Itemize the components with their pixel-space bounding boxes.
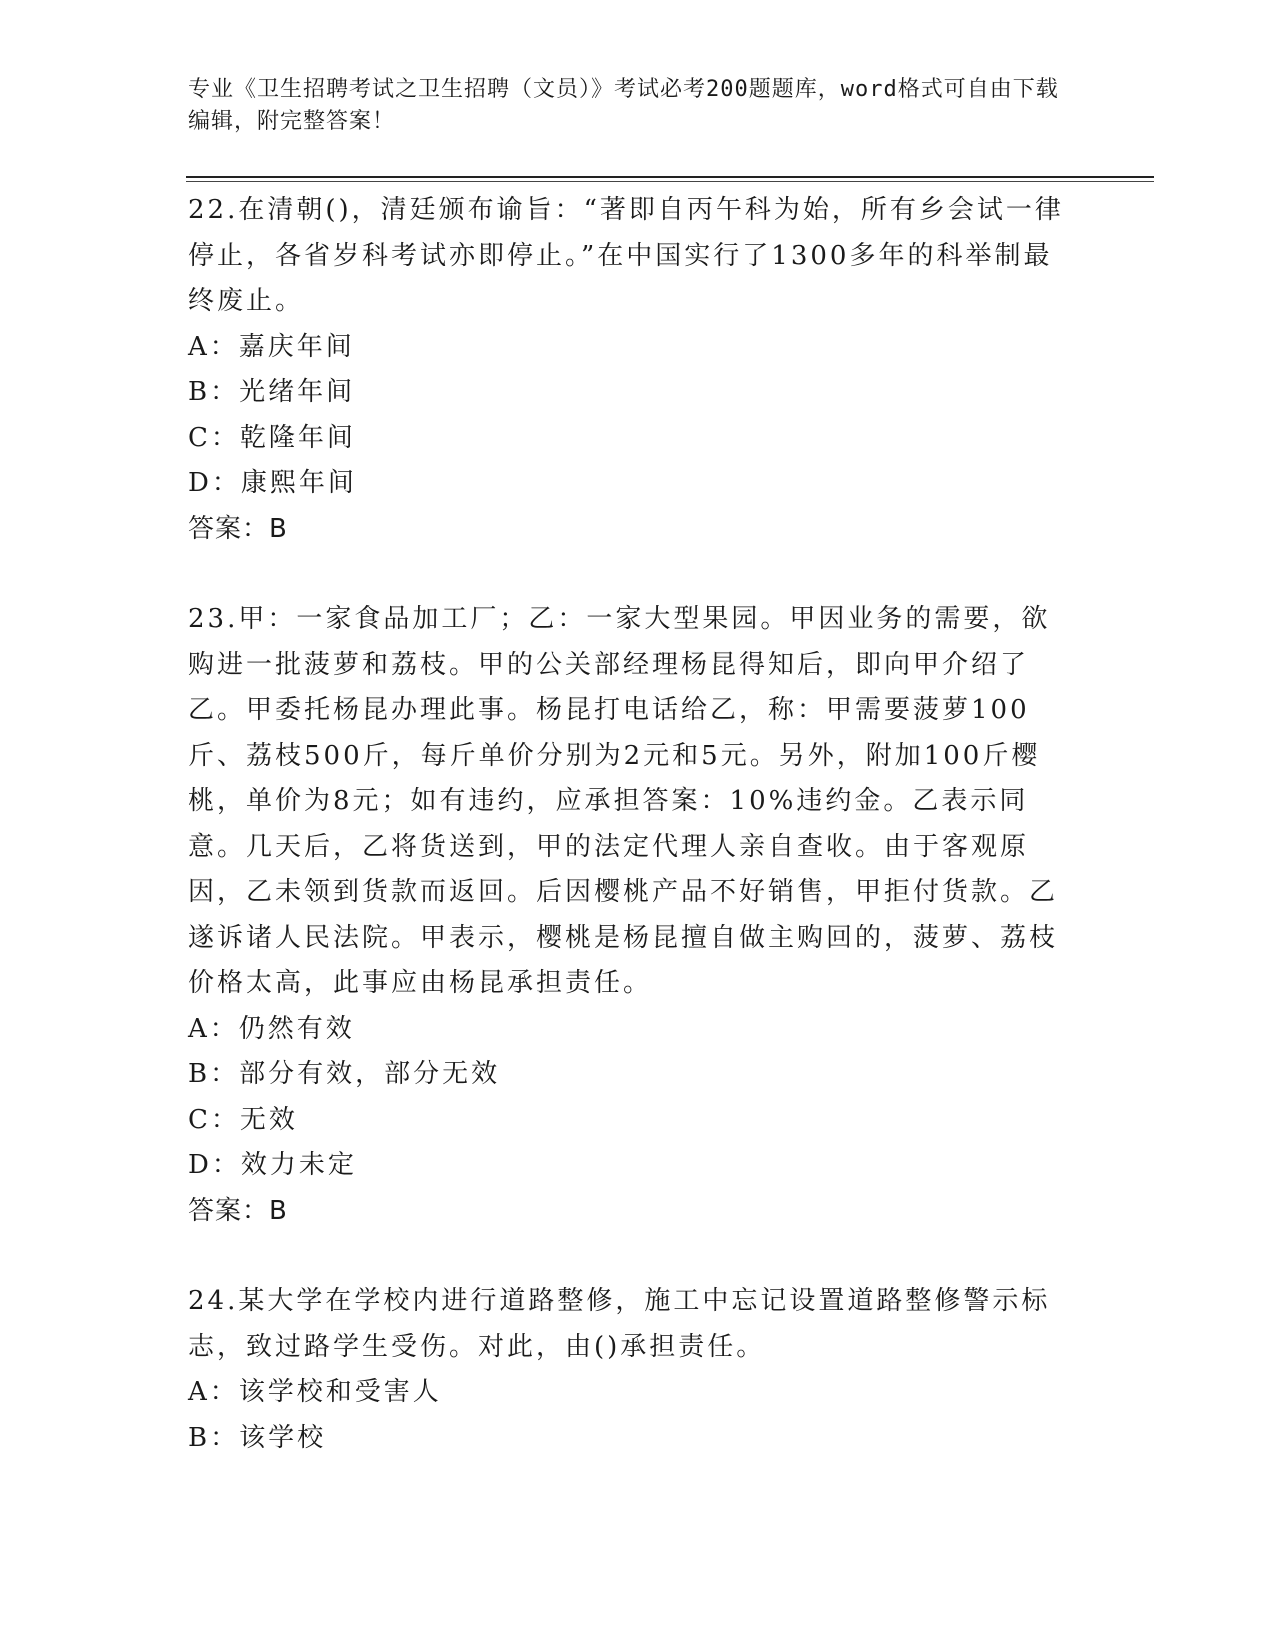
header-rule-thin	[186, 181, 1154, 182]
option-b: B：部分有效，部分无效	[188, 1059, 501, 1089]
question-stem: 22.在清朝()，清廷颁布谕旨：“著即自丙午科为始，所有乡会试一律停止，各省岁科考试亦即停止。”在中国实行了1300多年的科举制最终废止。	[188, 195, 1064, 316]
option-d: D：效力未定	[188, 1150, 357, 1180]
option-c: C：乾隆年间	[188, 422, 356, 453]
question-list	[188, 188, 1068, 1461]
answer: 答案：B	[188, 1195, 288, 1226]
question-23	[188, 597, 1068, 1234]
question-22	[188, 188, 1068, 552]
option-d: D：康熙年间	[188, 468, 357, 498]
option-c: C：无效	[188, 1104, 298, 1135]
option-a: A：嘉庆年间	[188, 331, 355, 362]
question-24	[188, 1279, 1068, 1461]
answer: 答案：B	[188, 513, 288, 544]
question-stem: 23.甲：一家食品加工厂；乙：一家大型果园。甲因业务的需要，欲购进一批菠萝和荔枝。甲的公关部经理杨昆得知后，即向甲介绍了乙。甲委托杨昆办理此事。杨昆打电话给乙，称：甲需要菠萝100斤、荔枝500斤，每斤单价分别为2元和5元。另外，附加100斤樱桃，单价为8元；如有违约，应承担答案：10%违约金。乙表示同意。几天后，乙将货送到，甲的法定代理人亲自查收。由于客观原因，乙未领到货款而返回。后因樱桃产品不好销售，甲拒付货款。乙遂诉诸人民法院。甲表示，樱桃是杨昆擅自做主购回的，菠萝、荔枝价格太高，此事应由杨昆承担责任。	[188, 604, 1059, 998]
spacer	[188, 1234, 1068, 1279]
question-stem: 24.某大学在学校内进行道路整修，施工中忘记设置道路整修警示标志，致过路学生受伤。对此，由()承担责任。	[188, 1286, 1051, 1362]
option-a: A：仍然有效	[188, 1013, 355, 1044]
spacer	[188, 552, 1068, 597]
option-b: B：该学校	[188, 1422, 327, 1453]
page-header: 专业《卫生招聘考试之卫生招聘（文员）》考试必考200题题库，word格式可自由下载编辑，附完整答案！	[188, 77, 1059, 134]
option-a: A：该学校和受害人	[188, 1377, 442, 1407]
header-rule-thick	[186, 176, 1154, 178]
option-b: B：光绪年间	[188, 377, 356, 407]
